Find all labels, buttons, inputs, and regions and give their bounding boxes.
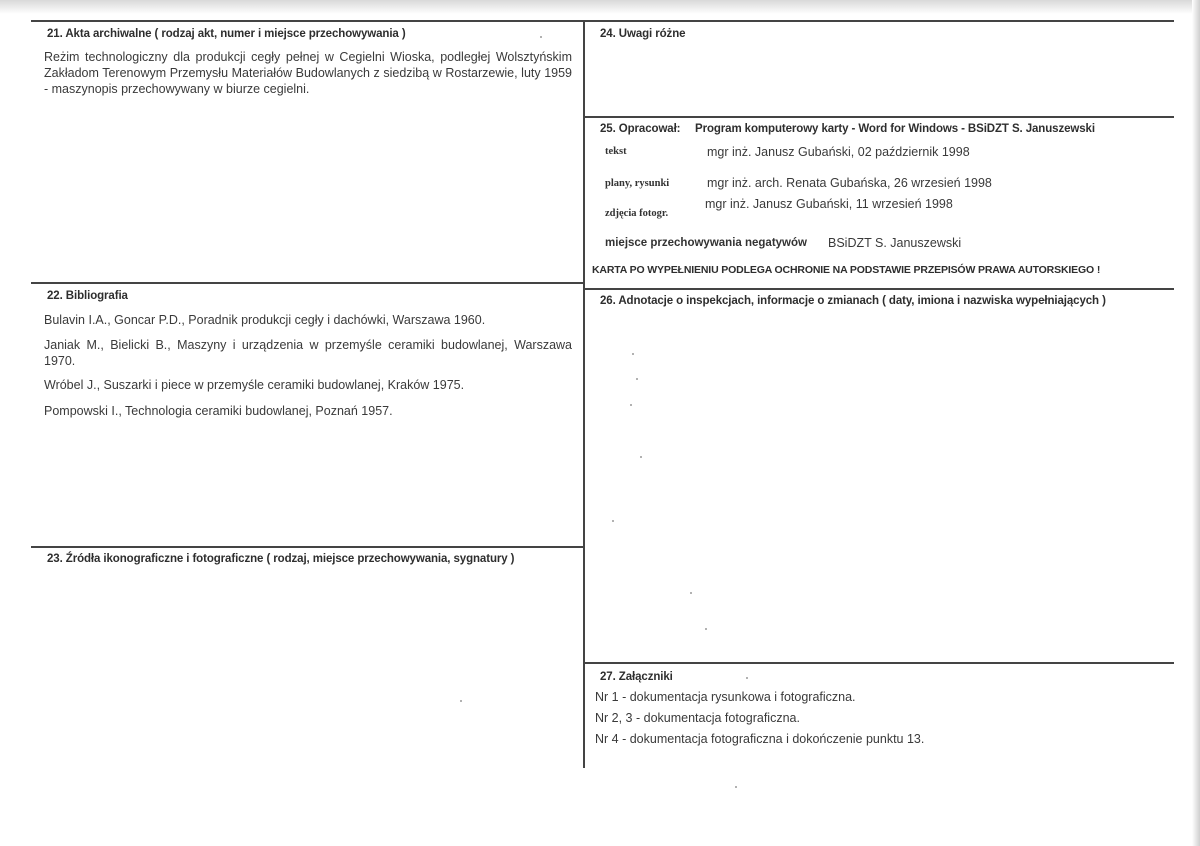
scan-speck <box>630 404 632 406</box>
bibliography-entry-4: Pompowski I., Technologia ceramiki budowlanej, Poznań 1957. <box>44 404 393 418</box>
field-22-title: 22. Bibliografia <box>47 290 128 302</box>
rule-above-field-27 <box>585 662 1174 664</box>
attachment-entry-2: Nr 2, 3 - dokumentacja fotograficzna. <box>595 711 800 725</box>
center-divider <box>583 20 585 768</box>
scan-speck <box>705 628 707 630</box>
field-21-title: 21. Akta archiwalne ( rodzaj akt, numer i miejsce przechowywania ) <box>47 28 406 40</box>
zdjecia-label: zdjęcia fotogr. <box>605 208 669 219</box>
bibliography-entry-1: Bulavin I.A., Goncar P.D., Poradnik produkcji cegły i dachówki, Warszawa 1960. <box>44 313 486 327</box>
scan-speck <box>632 353 634 355</box>
rule-above-field-22 <box>31 282 585 284</box>
plany-value: mgr inż. arch. Renata Gubańska, 26 wrzesień 1998 <box>707 176 992 190</box>
scan-speck <box>612 520 614 522</box>
scan-speck <box>460 700 462 702</box>
bibliography-entry-3: Wróbel J., Suszarki i piece w przemyśle ceramiki budowlanej, Kraków 1975. <box>44 378 465 392</box>
tekst-value: mgr inż. Janusz Gubański, 02 październik 1998 <box>707 145 970 159</box>
rule-above-field-26 <box>585 288 1174 290</box>
plany-label: plany, rysunki <box>605 178 670 189</box>
top-rule <box>31 20 1174 22</box>
copyright-notice: KARTA PO WYPEŁNIENIU PODLEGA OCHRONIE NA PODSTAWIE PRZEPISÓW PRAWA AUTORSKIEGO ! <box>592 264 1101 276</box>
tekst-label: tekst <box>605 146 627 157</box>
field-25-program: Program komputerowy karty - Word for Windows - BSiDZT S. Januszewski <box>695 123 1095 135</box>
field-26-title: 26. Adnotacje o inspekcjach, informacje o zmianach ( daty, imiona i nazwiska wypełniających ) <box>600 295 1106 307</box>
scan-speck <box>690 592 692 594</box>
scan-speck <box>640 456 642 458</box>
scan-speck <box>746 677 748 679</box>
field-21-content: Reżim technologiczny dla produkcji cegły pełnej w Cegielni Wioska, podległej Wolsztyńskim Zakładom Terenowym Przemysłu Materiałów Budowlanych z siedzibą w Rostarzewie, luty 1959 - maszynopis przechowywany w biurze cegielni. <box>44 50 572 96</box>
scan-speck <box>735 786 737 788</box>
field-24-title: 24. Uwagi różne <box>600 28 686 40</box>
field-27-title: 27. Załączniki <box>600 671 673 683</box>
scan-right-edge <box>1192 0 1200 846</box>
attachment-entry-1: Nr 1 - dokumentacja rysunkowa i fotograficzna. <box>595 690 856 704</box>
rule-above-field-23 <box>31 546 585 548</box>
bibliography-entry-2: Janiak M., Bielicki B., Maszyny i urządzenia w przemyśle ceramiki budowlanej, Warszawa 1970. <box>44 338 572 368</box>
negatives-value: BSiDZT S. Januszewski <box>828 236 962 250</box>
field-23-title: 23. Źródła ikonograficzne i fotograficzne ( rodzaj, miejsce przechowywania, sygnatury ) <box>47 553 515 565</box>
negatives-label: miejsce przechowywania negatywów <box>605 237 807 249</box>
zdjecia-value: mgr inż. Janusz Gubański, 11 wrzesień 1998 <box>705 197 953 211</box>
rule-above-field-25 <box>585 116 1174 118</box>
scan-top-edge <box>0 0 1200 14</box>
scan-speck <box>540 36 542 38</box>
attachment-entry-3: Nr 4 - dokumentacja fotograficzna i dokończenie punktu 13. <box>595 732 925 746</box>
scan-speck <box>636 378 638 380</box>
field-25-title: 25. Opracował: <box>600 123 681 135</box>
